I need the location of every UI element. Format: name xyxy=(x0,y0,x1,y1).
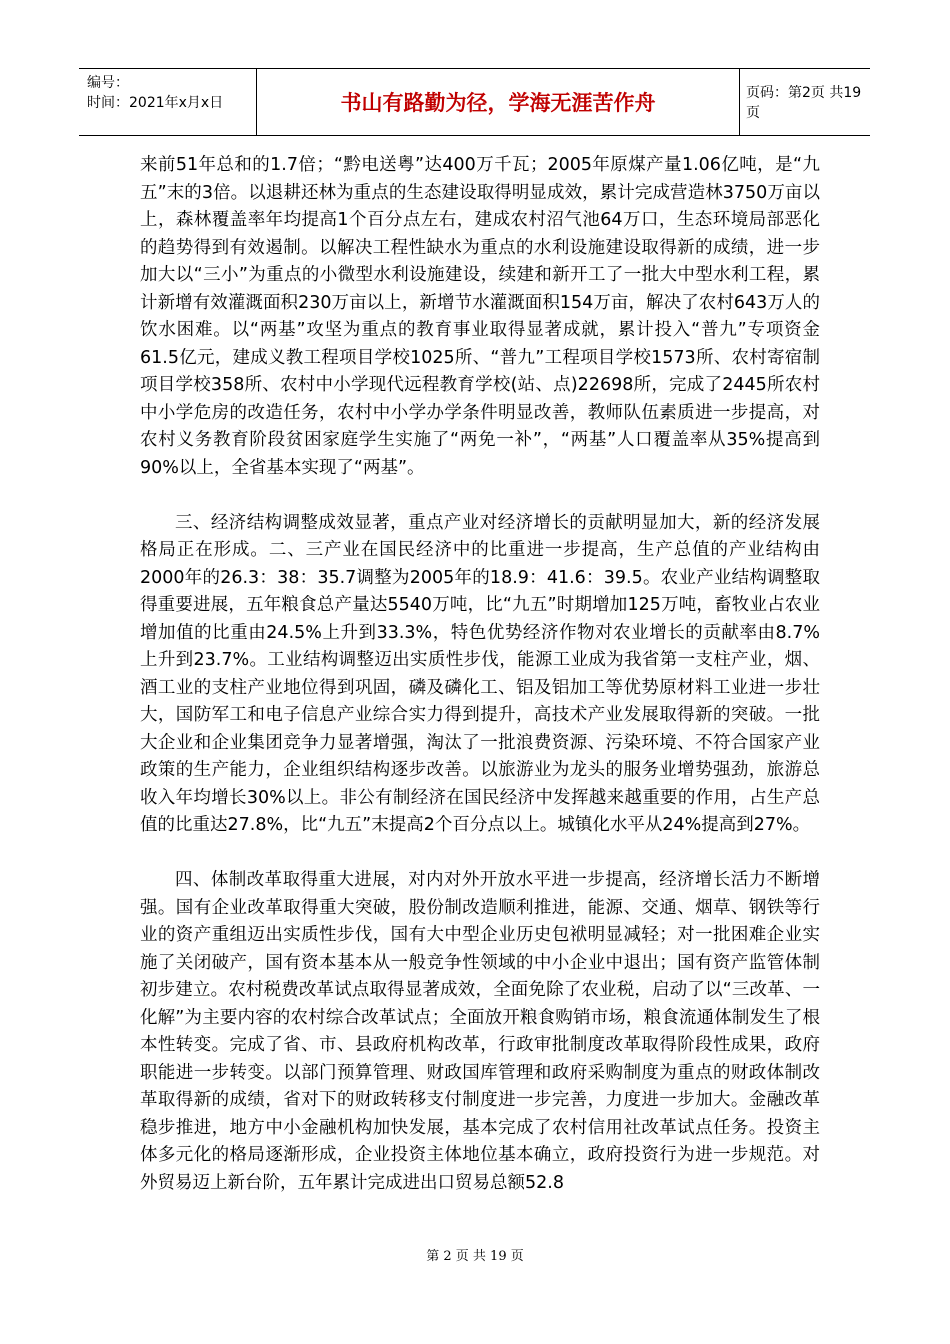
header-page-info: 页码：第2页 共19页 xyxy=(746,85,862,121)
document-body xyxy=(140,152,820,1197)
paragraph-institutional-reform: 四、体制改革取得重大进展，对内对外开放水平进一步提高，经济增长活力不断增强。国有企业改革取得重大突破，股份制改造顺利推进，能源、交通、烟草、钢铁等行业的资产重组迈出实质性步伐，国有大中型企业历史包袱明显减轻；对一批困难企业实施了关闭破产，国有资本基本从一般竞争性领域的中小企业中退出；国有资产监管体制初步建立。农村税费改革试点取得显著成效，全面免除了农业税，启动了以“三改革、一化解”为主要内容的农村综合改革试点；全面放开粮食购销市场，粮食流通体制发生了根本性转变。完成了省、市、县政府机构改革，行政审批制度改革取得阶段性成果，政府职能进一步转变。以部门预算管理、财政国库管理和政府采购制度为重点的财政体制改革取得新的成绩，省对下的财政转移支付制度进一步完善，力度进一步加大。金融改革稳步推进，地方中小金融机构加快发展，基本完成了农村信用社改革试点任务。投资主体多元化的格局逐渐形成，企业投资主体地位基本确立，政府投资行为进一步规范。对外贸易迈上新台阶，五年累计完成进出口贸易总额52.8 xyxy=(140,870,820,1193)
document-number-label: 编号： xyxy=(87,75,129,91)
page-footer: 第 2 页 共 19 页 xyxy=(426,1249,524,1264)
header-meta xyxy=(79,69,257,135)
paragraph-continued: 来前51年总和的1.7倍；“黔电送粤”达400万千瓦；2005年原煤产量1.06亿吨，是“九五”末的3倍。以退耕还林为重点的生态建设取得明显成效，累计完成营造林3750万亩以上，森林覆盖率年均提高1个百分点左右，建成农村沼气池64万口，生态环境局部恶化的趋势得到有效遏制。以解决工程性缺水为重点的水利设施建设取得新的成绩，进一步加大以“三小”为重点的小微型水利设施建设，续建和新开工了一批大中型水利工程，累计新增有效灌溉面积230万亩以上，新增节水灌溉面积154万亩，解决了农村643万人的饮水困难。以“两基”攻坚为重点的教育事业取得显著成就，累计投入“普九”专项资金61.5亿元，建成义教工程项目学校1025所、“普九”工程项目学校1573所、农村寄宿制项目学校358所、农村中小学现代远程教育学校(站、点)22698所，完成了2445所农村中小学危房的改造任务，农村中小学办学条件明显改善，教师队伍素质进一步提高，对农村义务教育阶段贫困家庭学生实施了“两免一补”，“两基”人口覆盖率从35%提高到90%以上，全省基本实现了“两基”。 xyxy=(140,155,820,478)
document-time-label: 时间：2021年x月x日 xyxy=(87,95,224,111)
header-motto: 书山有路勤为径，学海无涯苦作舟 xyxy=(257,69,740,135)
paragraph-economic-structure: 三、经济结构调整成效显著，重点产业对经济增长的贡献明显加大，新的经济发展格局正在形成。二、三产业在国民经济中的比重进一步提高，生产总值的产业结构由2000年的26.3：38：35.7调整为2005年的18.9：41.6：39.5。农业产业结构调整取得重要进展，五年粮食总产量达5540万吨，比“九五”时期增加125万吨，畜牧业占农业增加值的比重由24.5%上升到33.3%，特色优势经济作物对农业增长的贡献率由8.7%上升到23.7%。工业结构调整迈出实质性步伐，能源工业成为我省第一支柱产业，烟、酒工业的支柱产业地位得到巩固，磷及磷化工、铝及铝加工等优势原材料工业进一步壮大，国防军工和电子信息产业综合实力得到提升，高技术产业发展取得新的突破。一批大企业和企业集团竞争力显著增强，淘汰了一批浪费资源、污染环境、不符合国家产业政策的生产能力，企业组织结构逐步改善。以旅游业为龙头的服务业增势强劲，旅游总收入年均增长30%以上。非公有制经济在国民经济中发挥越来越重要的作用，占生产总值的比重达27.8%，比“九五”末提高2个百分点以上。城镇化水平从24%提高到27%。 xyxy=(140,512,820,835)
page-header xyxy=(79,68,870,136)
